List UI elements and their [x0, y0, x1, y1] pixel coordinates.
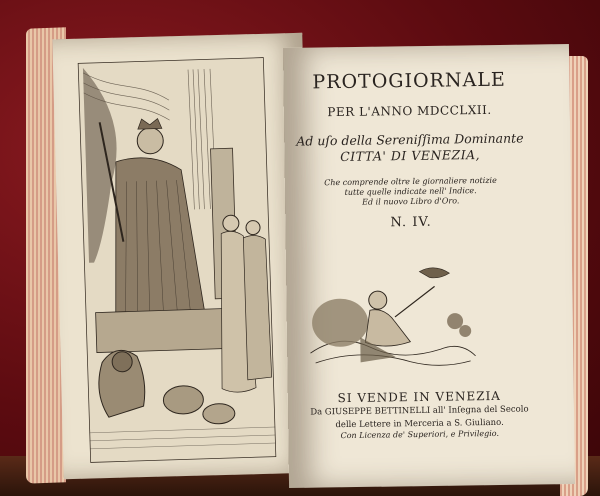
title-block: [279, 60, 541, 232]
use-line: Ad uſo della Sereniſſima Dominante: [296, 130, 524, 149]
volume-number: N. IV.: [390, 214, 432, 231]
imprint: [292, 388, 548, 442]
book-title: PROTOGIORNALE: [312, 68, 506, 94]
description-line: Che comprende oltre le giornaliere notizie: [324, 175, 497, 188]
description-line: tutte quelle indicate nell' Indice.: [344, 186, 477, 197]
license-line: Con Licenza de' Superiori, e Privilegio.: [340, 428, 500, 441]
imprint-main: SI VENDE IN VENEZIA: [337, 388, 502, 406]
description-line: Ed il nuovo Libro d'Oro.: [362, 196, 460, 207]
imprint-line: delle Lettere in Merceria a S. Giuliano.: [335, 417, 504, 431]
description: [280, 175, 540, 209]
city-line: CITTA' DI VENEZIA,: [340, 147, 481, 164]
year-line: PER L'ANNO MDCCLXII.: [327, 102, 492, 120]
imprint-line: Da GIUSEPPE BETTINELLI all' Inſegna del Secolo: [310, 404, 529, 418]
engraving-icon: [78, 57, 276, 463]
river-god-vignette-icon: [299, 261, 481, 374]
